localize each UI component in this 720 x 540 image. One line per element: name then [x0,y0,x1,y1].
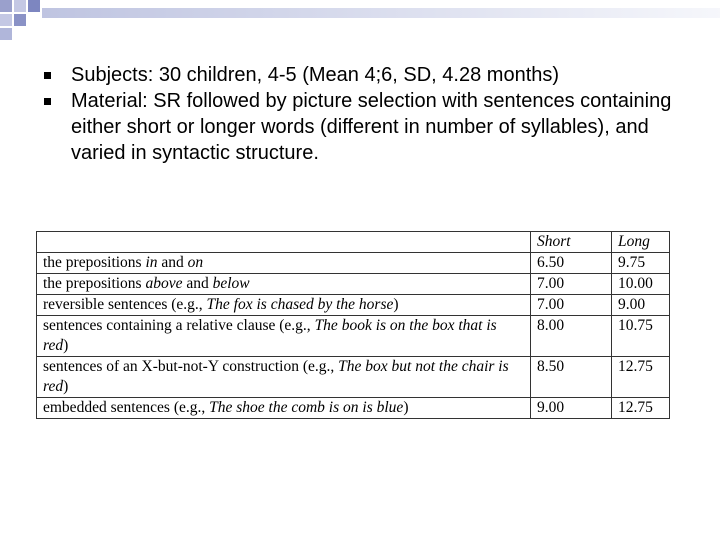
long-cell: 9.00 [612,295,670,316]
long-cell: 10.00 [612,274,670,295]
long-cell: 12.75 [612,398,670,419]
condition-cell: embedded sentences (e.g., The shoe the comb is on is blue) [37,398,531,419]
header-cell-condition [37,232,531,253]
table-row [37,295,670,316]
decorative-header-squares [0,0,720,48]
table-header-row [37,232,670,253]
table-row [37,316,670,357]
condition-cell: the prepositions above and below [37,274,531,295]
header-cell-short: Short [531,232,612,253]
short-cell: 8.50 [531,357,612,398]
table-row [37,398,670,419]
condition-cell: reversible sentences (e.g., The fox is chased by the horse) [37,295,531,316]
long-cell: 9.75 [612,253,670,274]
condition-cell: the prepositions in and on [37,253,531,274]
bullet-text: Subjects: 30 children, 4-5 (Mean 4;6, SD, 4.28 months) [71,64,560,86]
bullet-list [44,62,704,166]
square-bullet-icon [44,72,51,79]
condition-cell: sentences of an X-but-not-Y construction (e.g., The box but not the chair is red) [37,357,531,398]
short-cell: 9.00 [531,398,612,419]
short-cell: 7.00 [531,274,612,295]
header-cell-long: Long [612,232,670,253]
table-row [37,274,670,295]
short-cell: 7.00 [531,295,612,316]
results-table [36,231,670,424]
table-row [37,357,670,398]
bullet-item-subjects [44,62,704,88]
long-cell: 12.75 [612,357,670,398]
condition-cell: sentences containing a relative clause (e.g., The book is on the box that is red) [37,316,531,357]
bullet-item-material [44,88,704,166]
bullet-text: Material: SR followed by picture selection with sentences containing either short or longer words (different in number of syllables), and varied in syntactic structure. [71,90,672,164]
square-bullet-icon [44,98,51,105]
table-row [37,253,670,274]
short-cell: 8.00 [531,316,612,357]
short-cell: 6.50 [531,253,612,274]
long-cell: 10.75 [612,316,670,357]
